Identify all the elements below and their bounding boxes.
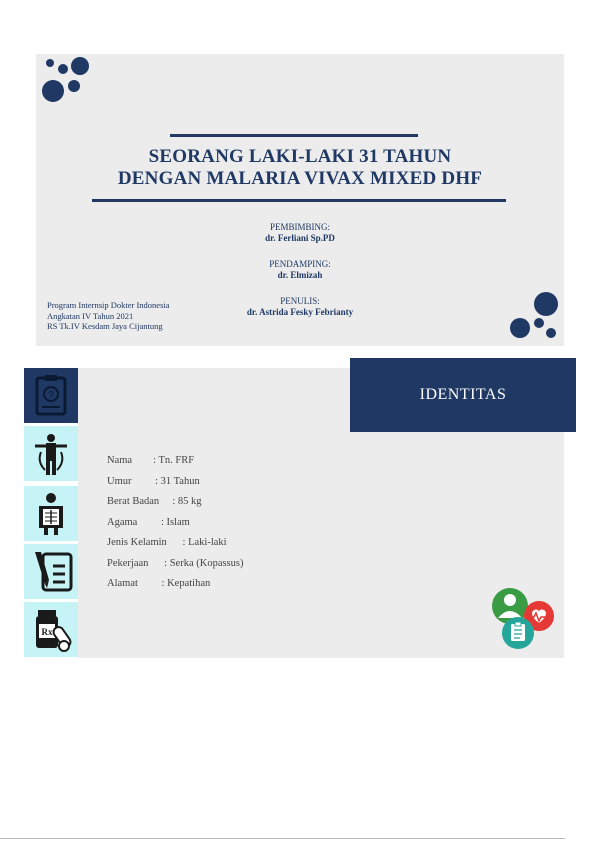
identity-row-pekerjaan: Pekerjaan : Serka (Kopassus) xyxy=(107,557,244,569)
question-board-icon xyxy=(24,368,78,423)
decorative-dots-bottom xyxy=(506,288,564,344)
identity-row-alamat: Alamat : Kepatihan xyxy=(107,578,211,589)
prescription-pen-icon xyxy=(24,544,78,599)
identitas-slide xyxy=(24,358,576,658)
penulis-name: dr. Astrida Fesky Febrianty xyxy=(246,307,354,317)
patient-identity-list xyxy=(107,451,243,595)
penulis-label: PENULIS: xyxy=(280,296,320,306)
identity-row-nama: Nama : Tn. FRF xyxy=(107,455,195,466)
program-info xyxy=(47,300,170,332)
title-slide xyxy=(36,54,564,346)
medicine-bottle-icon xyxy=(24,602,78,657)
svg-text:?: ? xyxy=(48,390,54,401)
pembimbing-block xyxy=(200,222,400,244)
title-rule-top xyxy=(170,134,418,137)
pendamping-block xyxy=(200,259,400,281)
pembimbing-name: dr. Ferliani Sp.PD xyxy=(265,233,335,243)
identity-row-berat-badan: Berat Badan : 85 kg xyxy=(107,496,202,507)
program-line3: RS Tk.IV Kesdam Jaya Cijantung xyxy=(47,321,163,331)
program-line2: Angkatan IV Tahun 2021 xyxy=(47,310,134,321)
svg-text:Rx: Rx xyxy=(41,627,53,637)
pembimbing-label: PEMBIMBING: xyxy=(269,222,330,232)
page-footer-line xyxy=(0,838,565,839)
xray-patient-icon xyxy=(24,486,78,541)
identity-row-agama: Agama : Islam xyxy=(107,516,190,528)
slide-title-line2: DENGAN MALARIA VIVAX MIXED DHF xyxy=(117,168,483,189)
title-rule-bottom xyxy=(92,199,506,202)
pendamping-label: PENDAMPING: xyxy=(269,259,331,269)
identity-row-jenis-kelamin: Jenis Kelamin : Laki-laki xyxy=(107,537,227,548)
identitas-banner: IDENTITAS xyxy=(350,358,576,432)
identity-row-umur: Umur : 31 Tahun xyxy=(107,475,200,487)
program-line1: Program Internsip Dokter Indonesia xyxy=(47,300,170,310)
slide-title-line1: SEORANG LAKI-LAKI 31 TAHUN xyxy=(148,146,452,167)
pendamping-name: dr. Elmizah xyxy=(277,270,323,280)
body-scan-icon xyxy=(24,426,78,481)
decorative-dots-top xyxy=(36,54,96,114)
penulis-block xyxy=(200,296,400,318)
doctor-heart-clipboard-icon xyxy=(488,586,558,652)
